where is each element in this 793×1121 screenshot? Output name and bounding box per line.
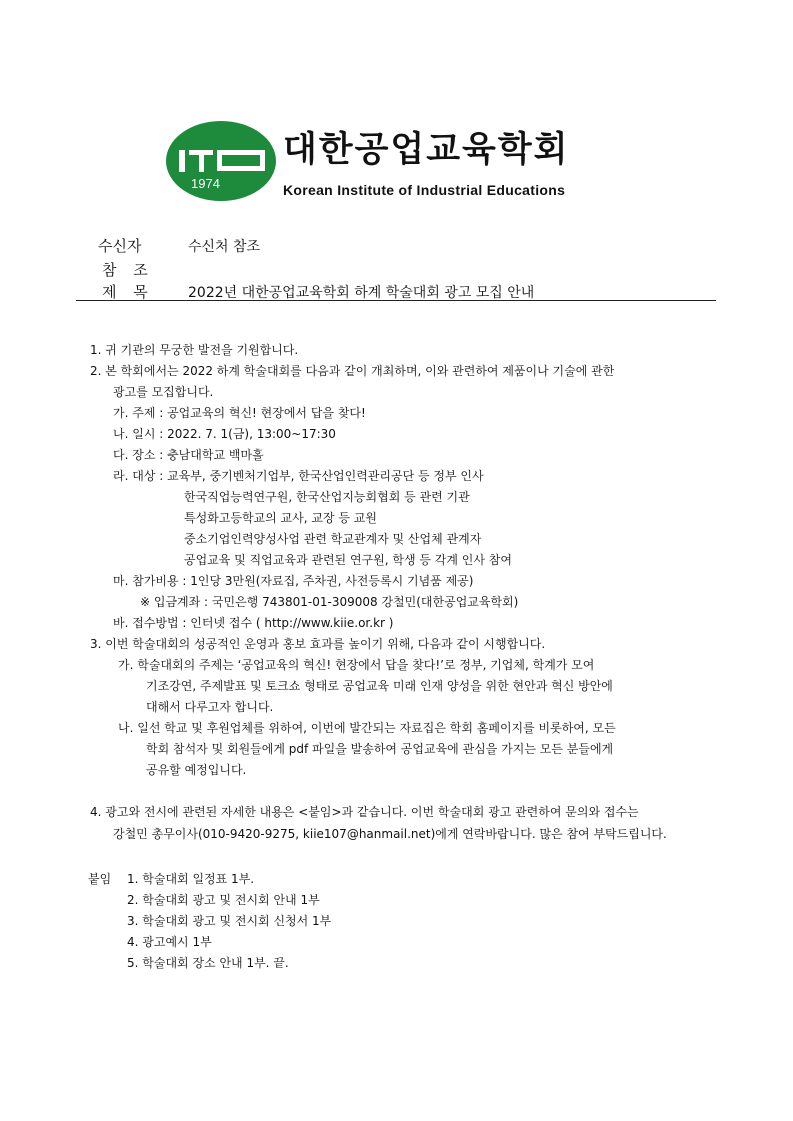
attachment-item: 1. 학술대회 일정표 1부. bbox=[127, 872, 255, 886]
item-ba-registration: 바. 접수방법 : 인터넷 접수 ( http://www.kiie.or.kr ) bbox=[113, 616, 394, 630]
attachment-item: 5. 학술대회 장소 안내 1부. 끝. bbox=[127, 956, 289, 970]
recipient-label: 수신자 bbox=[98, 237, 142, 255]
paragraph-3-na-line-1: 나. 일선 학교 및 후원업체를 위하여, 이번에 발간되는 자료집은 학회 홈페이지를 비롯하여, 모든 bbox=[118, 721, 616, 735]
paragraph-4-line-2: 강철민 총무이사(010-9420-9275, kiie107@hanmail.net)에게 연락바랍니다. 많은 참여 부탁드립니다. bbox=[113, 827, 667, 841]
subject-value: 2022년 대한공업교육학회 하계 학술대회 광고 모집 안내 bbox=[188, 285, 535, 301]
paragraph-2-line-2: 광고를 모집합니다. bbox=[113, 385, 214, 399]
item-na-date: 나. 일시 : 2022. 7. 1(금), 13:00~17:30 bbox=[113, 427, 336, 441]
paragraph-3-na-line-3: 공유할 예정입니다. bbox=[146, 763, 247, 777]
paragraph-3-ga-line-2: 기조강연, 주제발표 및 토크쇼 형태로 공업교육 미래 인재 양성을 위한 현안과 혁신 방안에 bbox=[146, 679, 613, 693]
attachments-label: 붙임 bbox=[88, 872, 112, 886]
paragraph-3-ga-line-1: 가. 학술대회의 주제는 ‘공업교육의 혁신! 현장에서 답을 찾다!’로 정부, 기업체, 학계가 모여 bbox=[118, 658, 595, 672]
item-ra-audience-1: 라. 대상 : 교육부, 중기벤처기업부, 한국산업인력관리공단 등 정부 인사 bbox=[113, 469, 484, 483]
item-ra-audience-5: 공업교육 및 직업교육과 관련된 연구원, 학생 등 각계 인사 참여 bbox=[184, 553, 512, 567]
institute-logo bbox=[165, 120, 277, 202]
paragraph-3-ga-line-3: 대해서 다루고자 합니다. bbox=[146, 700, 274, 714]
item-ra-audience-4: 중소기업인력양성사업 관련 학교관계자 및 산업체 관계자 bbox=[184, 532, 482, 546]
paragraph-1: 1. 귀 기관의 무궁한 발전을 기원합니다. bbox=[90, 343, 299, 357]
org-name-korean: 대한공업교육학회 bbox=[283, 130, 570, 170]
subject-label: 제 목 bbox=[102, 283, 154, 301]
paragraph-4-line-1: 4. 광고와 전시에 관련된 자세한 내용은 <붙임>과 같습니다. 이번 학술대회 광고 관련하여 문의와 접수는 bbox=[90, 805, 639, 819]
item-ga-topic: 가. 주제 : 공업교육의 혁신! 현장에서 답을 찾다! bbox=[113, 406, 366, 420]
paragraph-2-line-1: 2. 본 학회에서는 2022 하계 학술대회를 다음과 같이 개최하며, 이와 관련하여 제품이나 기술에 관한 bbox=[90, 364, 615, 378]
logo-year: 1974 bbox=[191, 176, 220, 191]
reference-label: 참 조 bbox=[102, 261, 154, 279]
org-name-english: Korean Institute of Industrial Educations bbox=[283, 182, 566, 198]
item-da-venue: 다. 장소 : 충남대학교 백마홀 bbox=[113, 448, 264, 462]
item-ma-bank-note: ※ 입금계좌 : 국민은행 743801-01-309008 강철민(대한공업교육학회) bbox=[140, 595, 519, 609]
recipient-value: 수신처 참조 bbox=[188, 239, 261, 255]
attachment-item: 3. 학술대회 광고 및 전시회 신청서 1부 bbox=[127, 914, 332, 928]
item-ma-fee: 마. 참가비용 : 1인당 3만원(자료집, 주차권, 사전등록시 기념품 제공) bbox=[113, 574, 474, 588]
paragraph-3-na-line-2: 학회 참석자 및 회원들에게 pdf 파일을 발송하여 공업교육에 관심을 가지는 모든 분들에게 bbox=[146, 742, 614, 756]
paragraph-3: 3. 이번 학술대회의 성공적인 운영과 홍보 효과를 높이기 위해, 다음과 같이 시행합니다. bbox=[90, 637, 546, 651]
item-ra-audience-2: 한국직업능력연구원, 한국산업지능회협회 등 관련 기관 bbox=[184, 490, 470, 504]
attachment-item: 4. 광고예시 1부 bbox=[127, 935, 212, 949]
attachment-item: 2. 학술대회 광고 및 전시회 안내 1부 bbox=[127, 893, 320, 907]
header-divider bbox=[76, 300, 716, 301]
item-ra-audience-3: 특성화고등학교의 교사, 교장 등 교원 bbox=[184, 511, 377, 525]
